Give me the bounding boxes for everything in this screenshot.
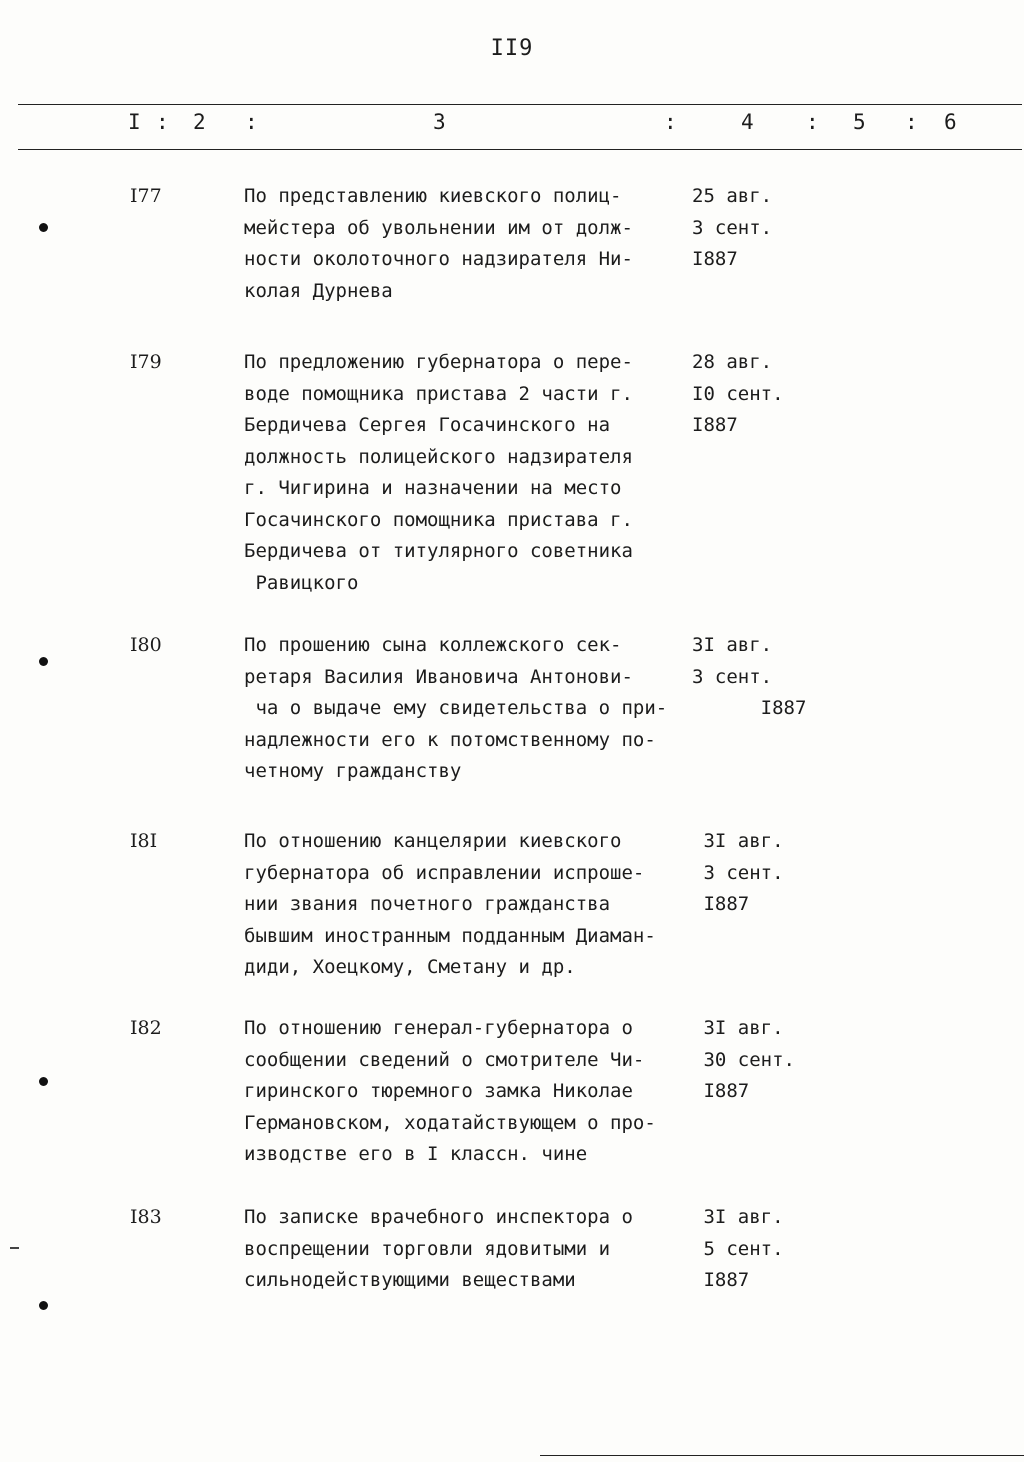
entry-description: По представлению киевского полиц- мейстера об увольнении им от долж- ности околоточного надзирателя Ни- колая Дурнева [244, 185, 633, 302]
column-header-3: 3 [433, 110, 446, 134]
binding-hole-mark [39, 1301, 48, 1310]
column-separator: : [905, 110, 918, 134]
entry-number: I82 [130, 1017, 162, 1039]
binding-hole-mark [39, 1077, 48, 1086]
entry-dates: 3I авг. 3 сент. I887 [692, 634, 807, 719]
entry-description: По отношению канцелярии киевского губернатора об исправлении испроше- нии звания почетного гражданства бывшим иностранным подданным Диаман- диди, Хоецкому, Сметану и др. [244, 830, 656, 978]
table-top-rule [18, 104, 1022, 105]
column-separator: : [664, 110, 677, 134]
entry-number: I83 [130, 1206, 162, 1228]
entry-dates: 3I авг. 5 сент. I887 [703, 1206, 784, 1291]
binding-hole-mark [39, 657, 48, 666]
page-bottom-rule [540, 1455, 1024, 1456]
margin-mark [10, 1247, 19, 1249]
page-number: II9 [490, 36, 534, 61]
entry-description: По записке врачебного инспектора о воспрещении торговли ядовитыми и сильнодействующими веществами [244, 1206, 633, 1291]
column-header-5: 5 [853, 110, 866, 134]
entry-number: I79 [130, 351, 162, 373]
column-header-1: I [128, 110, 141, 134]
entry-number: I80 [130, 634, 162, 656]
entry-description: По прошению сына коллежского сек- ретаря Василия Ивановича Антонови- ча о выдаче ему свидетельства о при- надлежности его к потомственному по- четному гражданству [244, 634, 668, 782]
entry-dates: 25 авг. 3 сент. I887 [692, 185, 773, 270]
column-separator: : [156, 110, 169, 134]
column-separator: : [245, 110, 258, 134]
table-header-rule [18, 149, 1022, 150]
entry-description: По отношению генерал-губернатора о сообщении сведений о смотрителе Чи- гиринского тюремного замка Николае Германовском, ходатайствующем о про- изводстве его в I классн. чине [244, 1017, 656, 1165]
entry-description: По предложению губернатора о пере- воде помощника пристава 2 части г. Бердичева Сергея Госачинского на должность полицейского надзирателя г. Чигирина и назначении на место Госачинского помощника пристава г. Бердичева от титулярного советника Равицкого [244, 351, 633, 594]
entry-dates: 28 авг. I0 сент. I887 [692, 351, 784, 436]
column-header-4: 4 [741, 110, 754, 134]
entry-dates: 3I авг. 30 сент. I887 [703, 1017, 795, 1102]
column-separator: : [806, 110, 819, 134]
column-header-2: 2 [193, 110, 206, 134]
binding-hole-mark [39, 223, 48, 232]
entry-number: I77 [130, 185, 162, 207]
entry-number: I8I [130, 830, 158, 852]
column-header-6: 6 [944, 110, 957, 134]
entry-dates: 3I авг. 3 сент. I887 [703, 830, 784, 915]
